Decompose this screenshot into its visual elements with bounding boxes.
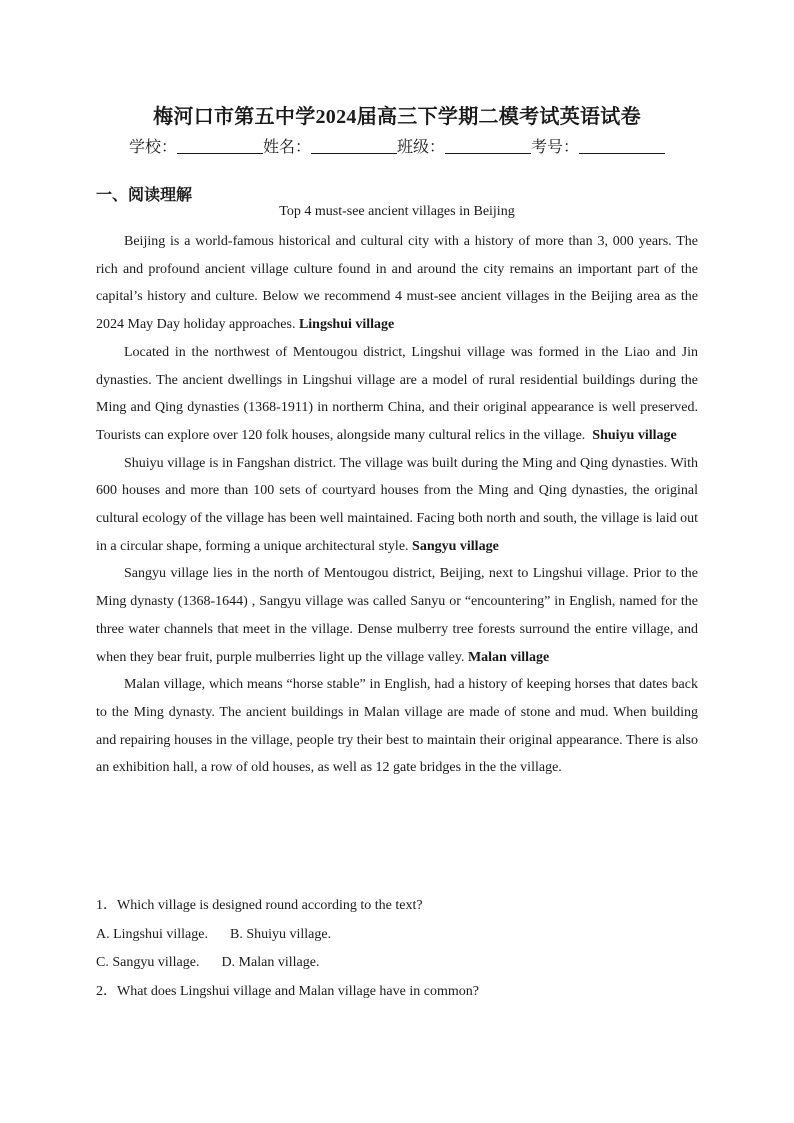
shuiyu-paragraph [96,450,698,561]
options-row-1 [96,921,698,950]
options-row-2 [96,949,698,978]
question-list [96,892,698,1006]
sangyu-paragraph [96,560,698,671]
class-label: 班级： [397,139,446,156]
exam-title: 梅河口市第五中学2024届高三下学期二模考试英语试卷 [153,106,641,128]
sangyu-text: Sangyu village lies in the north of Mentougou district, Beijing, next to Lingshui village. Prior to the Ming dynasty (1368-1644) , Sangyu village was called Sanyu or “encountering” in English, named for the three water channels that meet in the village. Dense mulberry tree forests surround the entire village, and when they bear fruit, purple mulberries light up the village valley. [96,566,698,665]
intro-paragraph [96,228,698,339]
intro-text: Beijing is a world-famous historical and cultural city with a history of more than 3, 000 years. The rich and profound ancient village culture found in and around the city remains an important part of the capital’s history and culture. Below we recommend 4 must-see ancient villages in the Beijing area as the 2024 May Day holiday approaches. [96,234,698,333]
question-stem: What does Lingshui village and Malan village have in common? [117,983,479,999]
student-info-line [0,134,794,157]
class-blank[interactable] [445,137,531,154]
shuiyu-text: Shuiyu village is in Fangshan district. The village was built during the Ming and Qing dynasties. With 600 houses and more than 100 sets of courtyard houses from the Ming and Qing dynasties, the original cultural ecology of the village has been well maintained. Facing both north and south, the village is laid out in a circular shape, forming a unique architectural style. [96,455,698,554]
option-a[interactable]: A. Lingshui village. [96,926,208,942]
option-b[interactable]: B. Shuiyu village. [230,926,332,942]
section-heading: 一、阅读理解 [96,187,193,204]
village-heading-shuiyu: Shuiyu village [592,427,677,443]
exam-number-blank[interactable] [579,137,665,154]
lingshui-text: Located in the northwest of Mentougou district, Lingshui village was formed in the Liao and Jin dynasties. The ancient dwellings in Lingshui village are a model of rural residential buildings during the Ming and Qing dynasties (1368-1911) in northerm China, and their original appearance is well preserved. Tourists can explore over 120 folk houses, alongside many cultural relics in the village. [96,344,698,443]
name-blank[interactable] [311,137,397,154]
village-heading-sangyu: Sangyu village [412,538,499,554]
option-d[interactable]: D. Malan village. [221,955,320,970]
malan-text: Malan village, which means “horse stable” in English, had a history of keeping horses that dates back to the Ming dynasty. The ancient buildings in Malan village are made of stone and mud. When building and repairing houses in the village, people try their best to maintain their original appearance. There is also an exhibition hall, a row of old houses, as well as 12 gate bridges in the the village. [96,677,698,776]
school-blank[interactable] [177,137,263,154]
village-heading-lingshui: Lingshui village [298,317,395,333]
question-number: 2． [96,983,117,999]
school-label: 学校： [128,139,177,156]
lingshui-paragraph [96,339,698,450]
question-1 [96,892,698,921]
exam-number-label: 考号： [531,139,580,156]
article-body [96,228,698,782]
article-title: Top 4 must-see ancient villages in Beijing [279,204,515,219]
malan-paragraph [96,671,698,782]
village-heading-malan: Malan village [467,649,550,665]
question-stem: Which village is designed round according to the text? [117,898,423,913]
name-label: 姓名： [262,139,311,156]
option-c[interactable]: C. Sangyu village. [96,955,200,970]
question-number: 1． [96,898,117,913]
question-2 [96,978,698,1007]
